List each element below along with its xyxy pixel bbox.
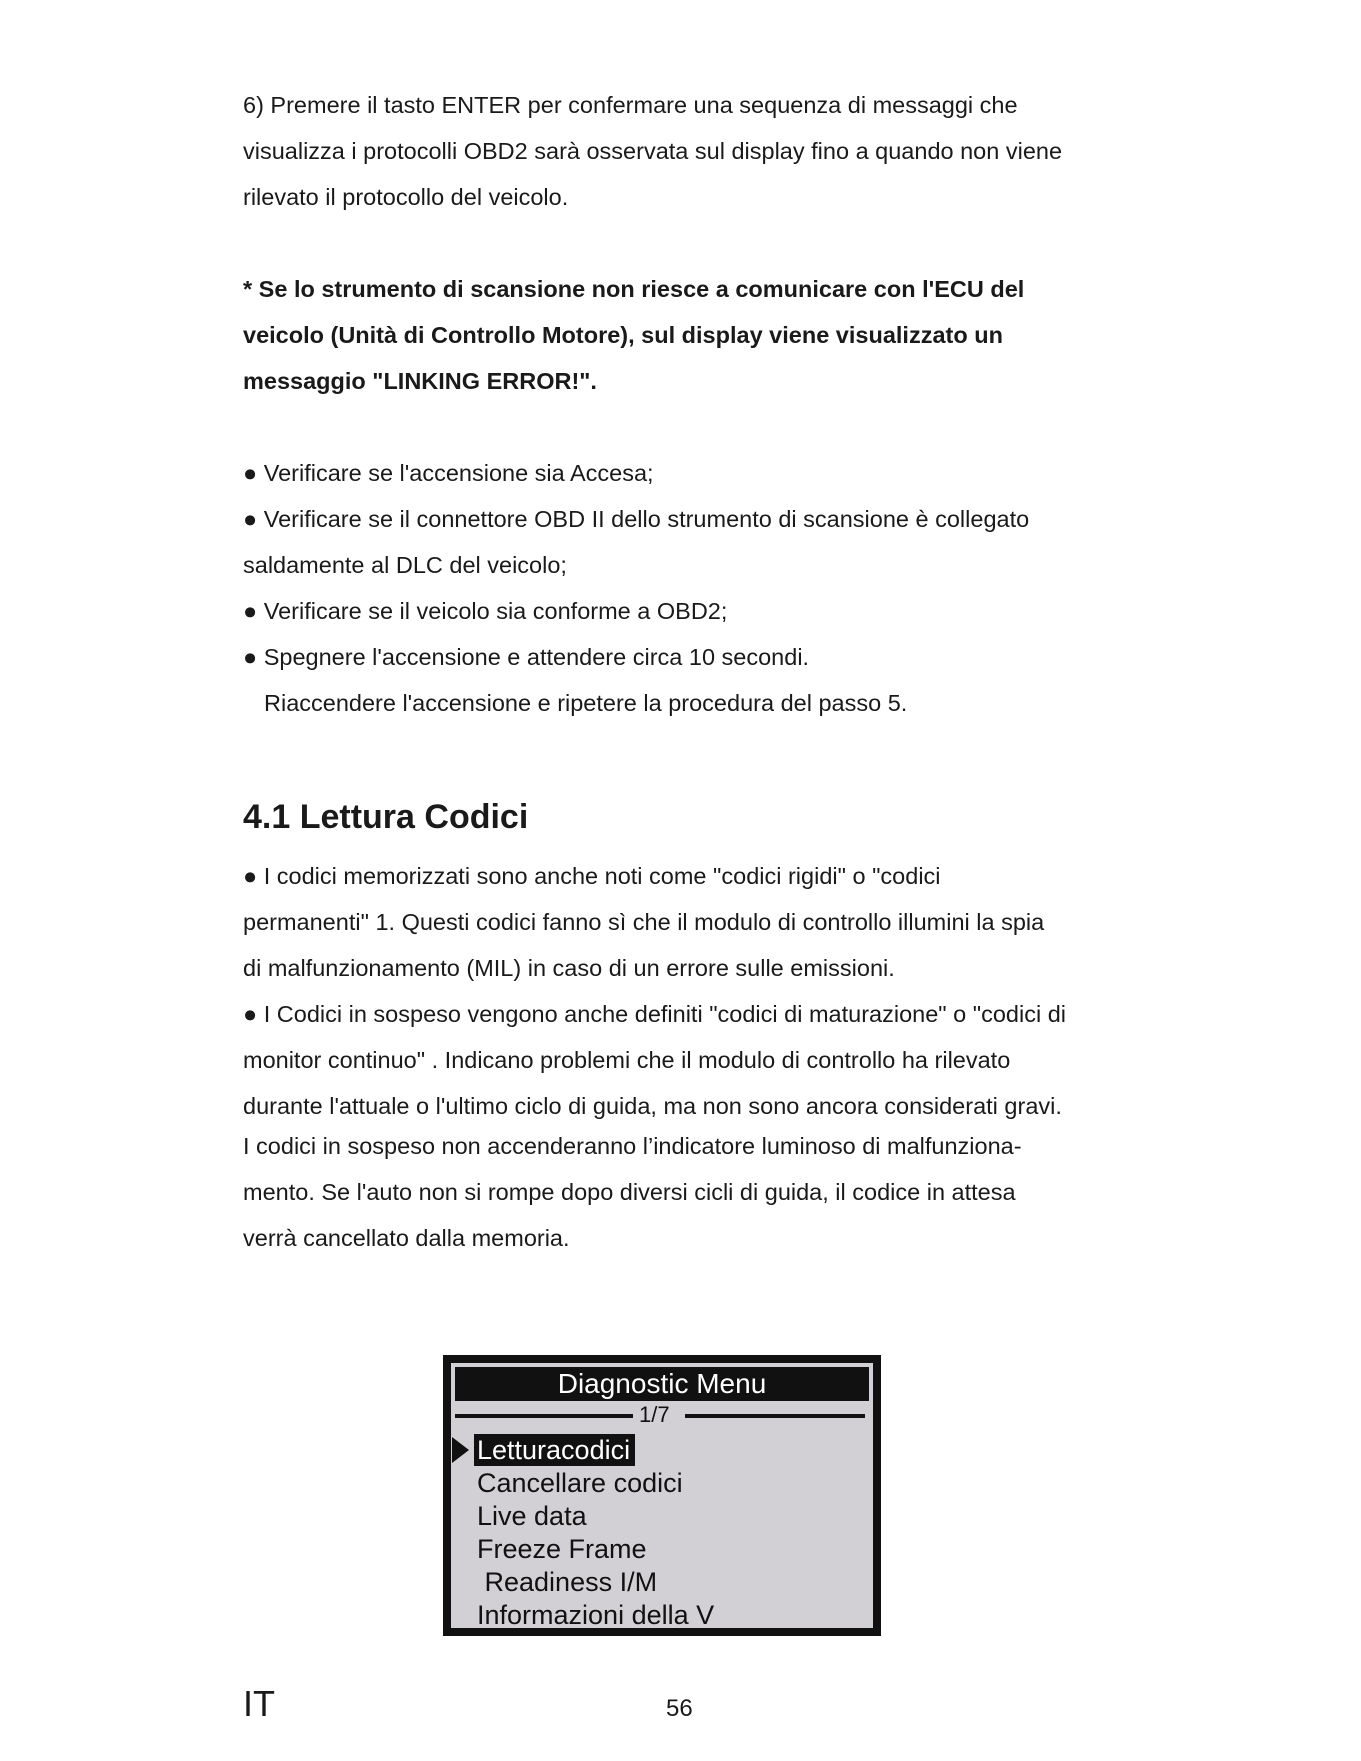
screen-page-indicator [455, 1403, 865, 1427]
screen-divider [685, 1414, 865, 1418]
scanner-screen-display [451, 1363, 873, 1628]
section-body-line: I codici in sospeso non accenderanno l’indicatore luminoso di malfunziona- [243, 1133, 1022, 1159]
check-item: ● Verificare se il connettore OBD II dello strumento di scansione è collegato [243, 506, 1030, 532]
check-item: ● Verificare se il veicolo sia conforme a OBD2; [243, 598, 728, 624]
check-item-continued: Riaccendere l'accensione e ripetere la procedura del passo 5. [264, 690, 908, 716]
check-item: ● Spegnere l'accensione e attendere circa 10 secondi. [243, 644, 810, 670]
section-body-line: verrà cancellato dalla memoria. [243, 1225, 570, 1251]
section-title: 4.1 Lettura Codici [243, 798, 529, 836]
section-body-line: di malfunzionamento (MIL) in caso di un errore sulle emissioni. [243, 955, 895, 981]
menu-item-erase-codes[interactable]: Cancellare codici [477, 1468, 683, 1498]
note-line: messaggio "LINKING ERROR!". [243, 368, 597, 394]
screen-divider [455, 1414, 633, 1418]
section-body-line: monitor continuo" . Indicano problemi che il modulo di controllo ha rilevato [243, 1047, 1011, 1073]
menu-item-readiness[interactable]: Readiness I/M [477, 1567, 658, 1597]
menu-item-vehicle-info[interactable]: Informazioni della V [477, 1600, 715, 1630]
section-body-line: ● I Codici in sospeso vengono anche definiti "codici di maturazione" o "codici di [243, 1001, 1067, 1027]
screen-title: Diagnostic Menu [455, 1367, 869, 1401]
step6-line: visualizza i protocolli OBD2 sarà osservata sul display fino a quando non viene [243, 138, 1063, 164]
menu-item-live-data[interactable]: Live data [477, 1501, 587, 1531]
language-marker: IT [243, 1683, 275, 1724]
section-body-line: ● I codici memorizzati sono anche noti come "codici rigidi" o "codici [243, 863, 941, 889]
scanner-screen [443, 1355, 881, 1636]
step6-line: 6) Premere il tasto ENTER per confermare una sequenza di messaggi che [243, 92, 1018, 118]
menu-item-read-codes[interactable]: Letturacodici [474, 1434, 635, 1466]
screen-page-number: 1/7 [639, 1402, 670, 1427]
page-number: 56 [666, 1695, 693, 1722]
menu-item-freeze-frame[interactable]: Freeze Frame [477, 1534, 647, 1564]
section-body-line: mento. Se l'auto non si rompe dopo diversi cicli di guida, il codice in attesa [243, 1179, 1016, 1205]
check-item: ● Verificare se l'accensione sia Accesa; [243, 460, 654, 486]
section-body-line: permanenti" 1. Questi codici fanno sì che il modulo di controllo illumini la spia [243, 909, 1045, 935]
note-line: veicolo (Unità di Controllo Motore), sul display viene visualizzato un [243, 322, 1003, 348]
note-line: * Se lo strumento di scansione non riesce a comunicare con l'ECU del [243, 276, 1025, 302]
section-body-line: durante l'attuale o l'ultimo ciclo di guida, ma non sono ancora considerati gravi. [243, 1093, 1062, 1119]
selection-arrow-icon [452, 1437, 469, 1463]
step6-line: rilevato il protocollo del veicolo. [243, 184, 569, 210]
check-item-continued: saldamente al DLC del veicolo; [243, 552, 567, 578]
